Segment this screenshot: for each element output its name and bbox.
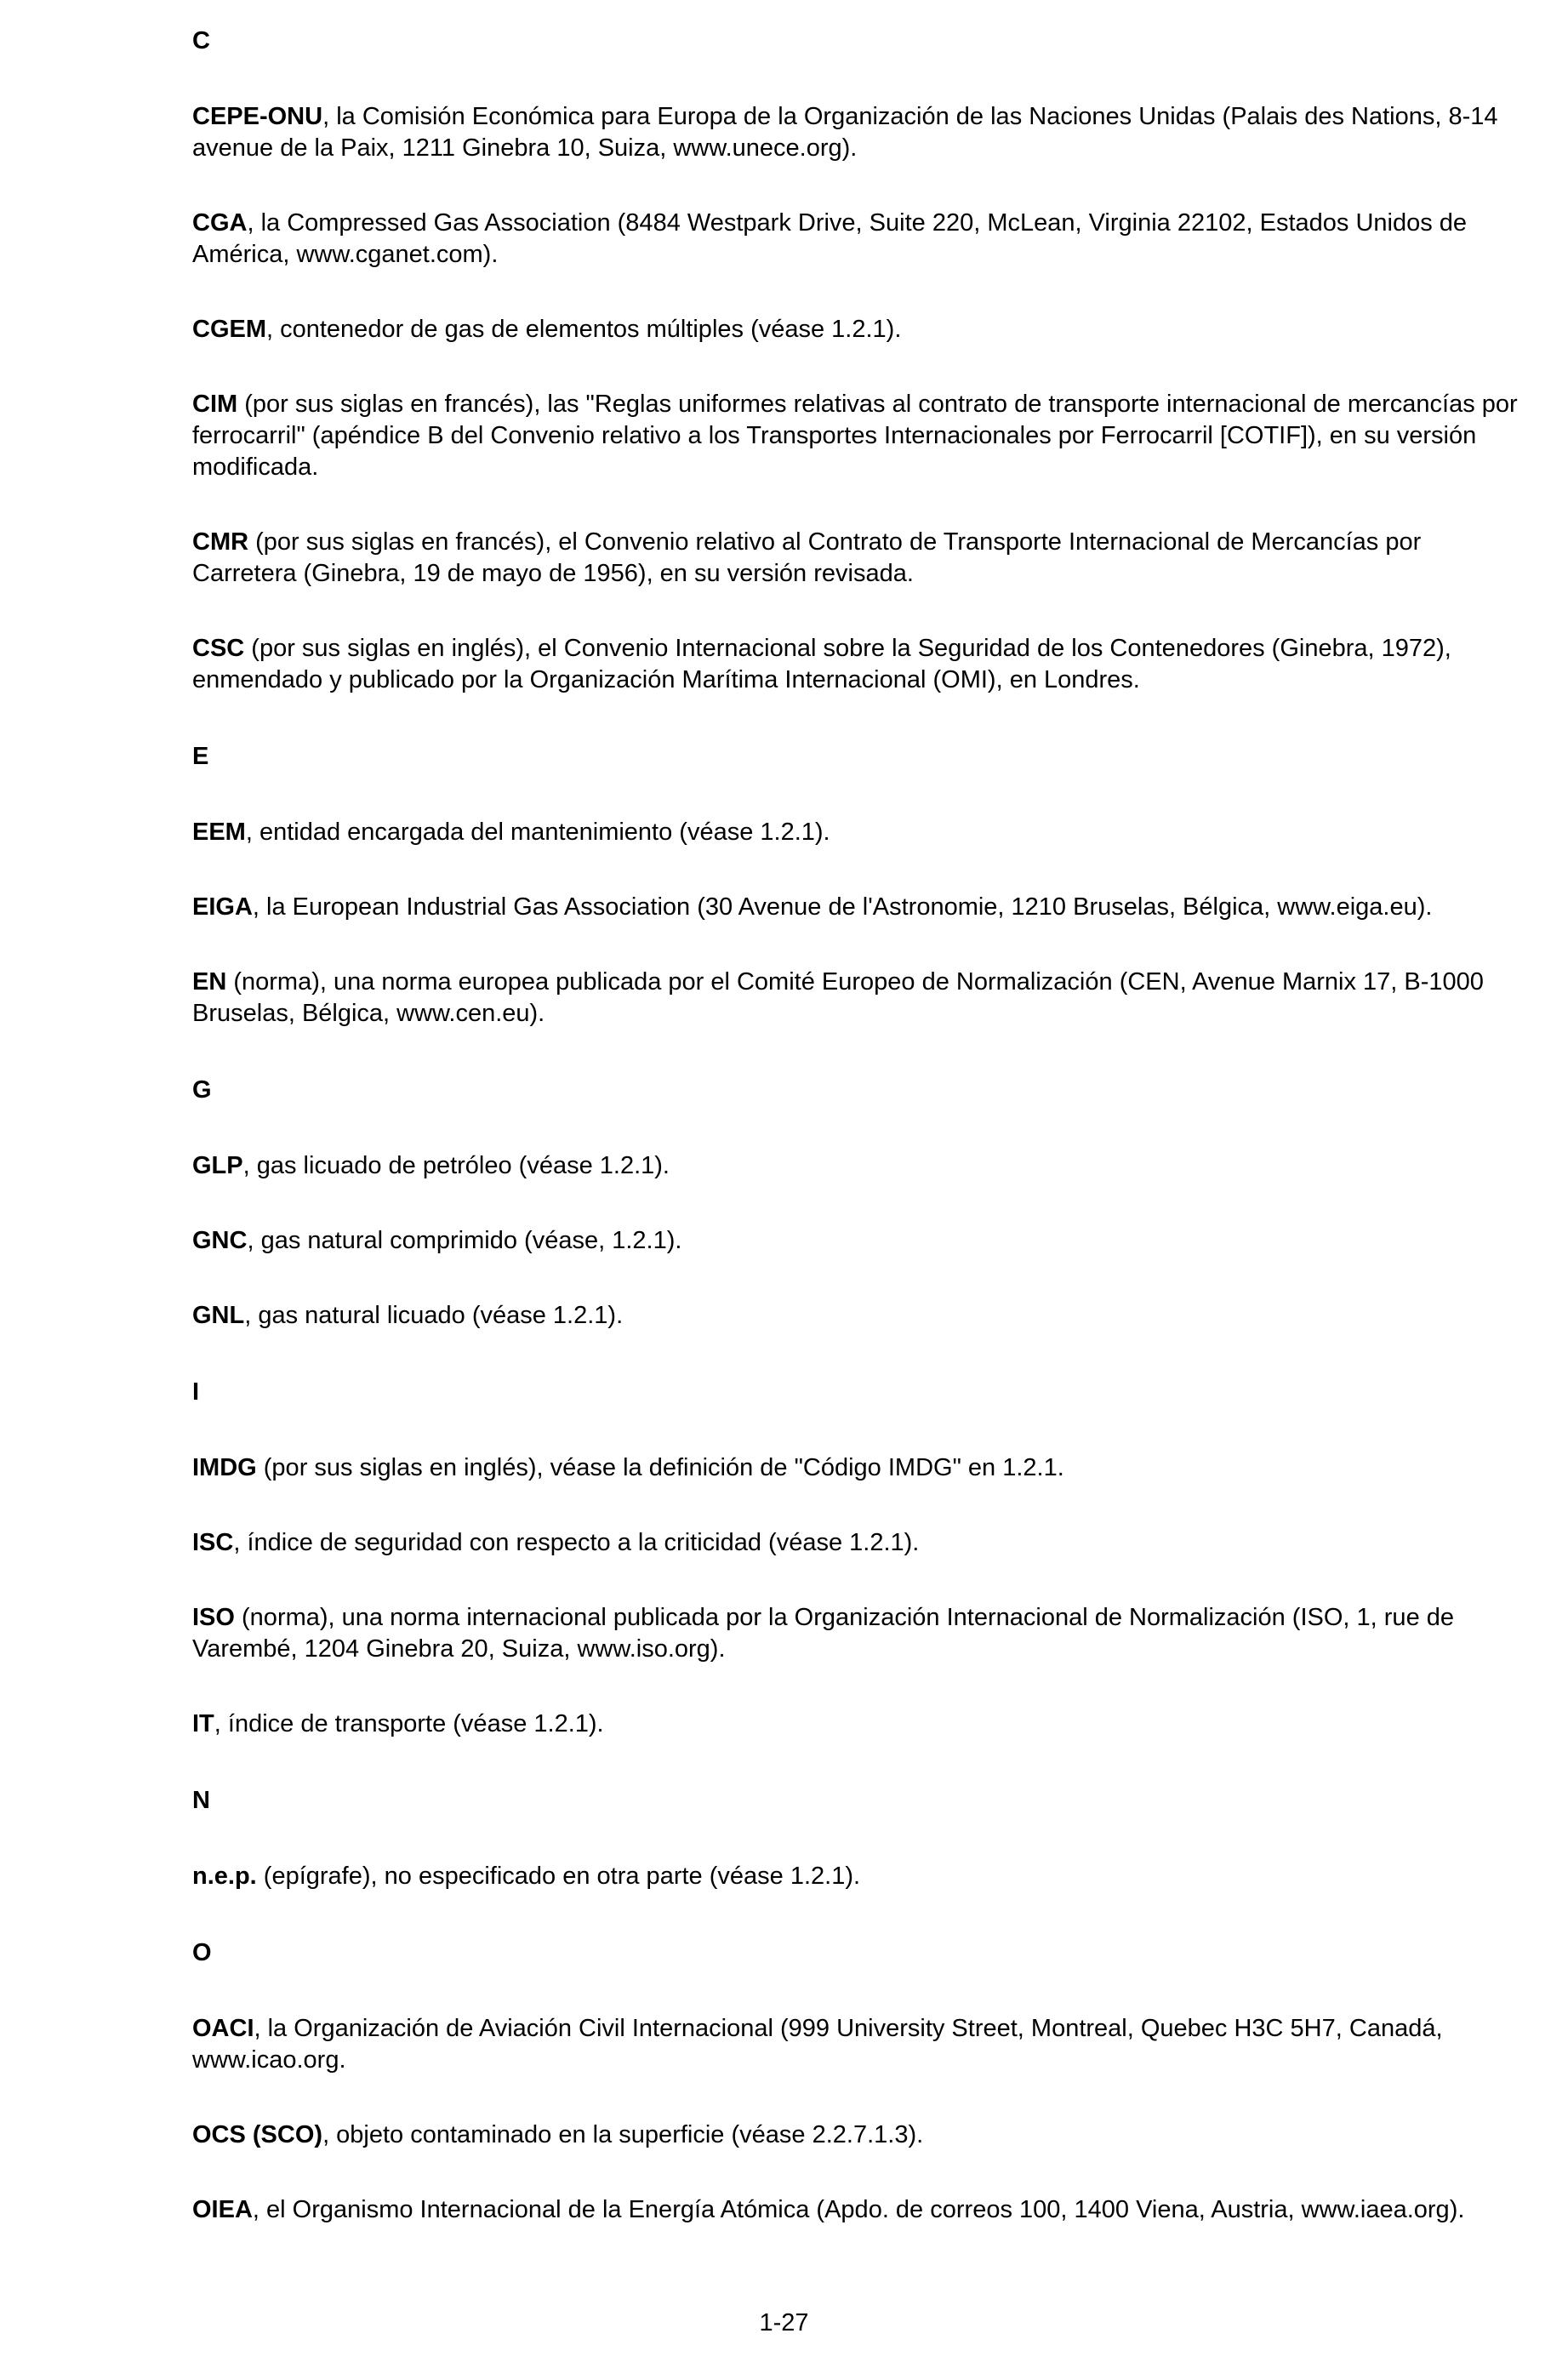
glossary-definition: , la Organización de Aviación Civil Internacional (999 University Street, Montreal, Quebec H3C 5H7, Canadá, www.icao.org. xyxy=(192,2015,1443,2074)
glossary-term: EIGA xyxy=(192,893,253,921)
glossary-term: GNL xyxy=(192,1302,245,1329)
glossary-definition: , gas licuado de petróleo (véase 1.2.1). xyxy=(242,1152,670,1179)
glossary-entry xyxy=(192,1452,1520,1484)
glossary-term: IT xyxy=(192,1710,214,1737)
glossary-definition: , la Comisión Económica para Europa de la Organización de las Naciones Unidas (Palais des Nations, 8-14 avenue de la Paix, 1211 Ginebra 10, Suiza, www.unece.org). xyxy=(192,103,1498,162)
glossary-term: CSC xyxy=(192,635,245,662)
glossary-definition: (por sus siglas en inglés), el Convenio Internacional sobre la Seguridad de los Contenedores (Ginebra, 1972), enmendado y publicado por la Organización Marítima Internacional (OMI), en Londres. xyxy=(192,635,1451,693)
glossary-entry xyxy=(192,892,1520,923)
glossary-entry xyxy=(192,2013,1520,2076)
glossary-term: CGEM xyxy=(192,316,266,343)
glossary-term: GNC xyxy=(192,1227,248,1254)
glossary-definition: (norma), una norma internacional publicada por la Organización Internacional de Normalización (ISO, 1, rue de Varembé, 1204 Ginebra 20, Suiza, www.iso.org). xyxy=(192,1604,1455,1663)
glossary-entry xyxy=(192,389,1520,483)
glossary-term: OCS (SCO) xyxy=(192,2121,323,2148)
glossary-entry xyxy=(192,527,1520,590)
glossary-entry xyxy=(192,1225,1520,1257)
glossary-definition: (por sus siglas en francés), el Convenio relativo al Contrato de Transporte Internacional de Mercancías por Carretera (Ginebra, 19 de mayo de 1956), en su versión revisada. xyxy=(192,528,1422,587)
section-letter-heading: N xyxy=(192,1787,210,1814)
glossary-term: EN xyxy=(192,968,227,996)
glossary-entry xyxy=(192,314,1520,345)
glossary-definition: , el Organismo Internacional de la Energía Atómica (Apdo. de correos 100, 1400 Viena, Austria, www.iaea.org). xyxy=(252,2196,1465,2223)
glossary-term: ISC xyxy=(192,1529,234,1556)
glossary-entry xyxy=(192,817,1520,848)
glossary-term: OACI xyxy=(192,2015,254,2042)
glossary-definition: , índice de transporte (véase 1.2.1). xyxy=(214,1710,604,1737)
glossary-term: CGA xyxy=(192,209,248,237)
glossary-term: CIM xyxy=(192,391,238,418)
glossary-entry xyxy=(192,1861,1520,1892)
glossary-term: CEPE-ONU xyxy=(192,103,323,130)
glossary-entry xyxy=(192,101,1520,164)
glossary-entry xyxy=(192,633,1520,696)
glossary-section-c xyxy=(192,24,1520,696)
glossary-definition: (epígrafe), no especificado en otra parte (véase 1.2.1). xyxy=(256,1863,861,1890)
glossary-entry xyxy=(192,1527,1520,1559)
glossary-entry xyxy=(192,2194,1520,2226)
glossary-definition: , gas natural licuado (véase 1.2.1). xyxy=(244,1302,624,1329)
section-letter-heading: C xyxy=(192,27,210,54)
glossary-term: n.e.p. xyxy=(192,1863,257,1890)
glossary-entry xyxy=(192,967,1520,1030)
glossary-entry xyxy=(192,1150,1520,1182)
glossary-term: IMDG xyxy=(192,1454,257,1481)
glossary-entry xyxy=(192,1300,1520,1332)
section-letter-heading: I xyxy=(192,1378,200,1406)
glossary-definition: , la Compressed Gas Association (8484 Westpark Drive, Suite 220, McLean, Virginia 22102, Estados Unidos de América, www.cganet.com). xyxy=(192,209,1468,268)
glossary-entry xyxy=(192,2120,1520,2151)
glossary-term: GLP xyxy=(192,1152,243,1179)
section-letter-heading: G xyxy=(192,1076,212,1104)
glossary-definition: , entidad encargada del mantenimiento (véase 1.2.1). xyxy=(245,819,830,846)
glossary-entry xyxy=(192,1602,1520,1665)
glossary-entry xyxy=(192,1709,1520,1740)
page-number: 1-27 xyxy=(759,2309,809,2336)
glossary-definition: , índice de seguridad con respecto a la criticidad (véase 1.2.1). xyxy=(233,1529,920,1556)
glossary-section-n xyxy=(192,1783,1520,1892)
glossary-definition: , gas natural comprimido (véase, 1.2.1). xyxy=(247,1227,682,1254)
glossary-definition: (por sus siglas en francés), las "Reglas uniformes relativas al contrato de transporte internacional de mercancías por ferrocarril" (apéndice B del Convenio relativo a los Transportes Internacionales por Ferrocarril [COTIF]), en su versión modificada. xyxy=(192,391,1518,481)
glossary-section-i xyxy=(192,1375,1520,1740)
glossary-term: ISO xyxy=(192,1604,235,1631)
glossary-definition: , la European Industrial Gas Association (30 Avenue de l'Astronomie, 1210 Bruselas, Bélgica, www.eiga.eu). xyxy=(252,893,1433,921)
glossary-term: EEM xyxy=(192,819,246,846)
glossary-section-o xyxy=(192,1936,1520,2226)
glossary-definition: (norma), una norma europea publicada por el Comité Europeo de Normalización (CEN, Avenue Marnix 17, B-1000 Bruselas, Bélgica, www.cen.eu). xyxy=(192,968,1484,1027)
glossary-section-g xyxy=(192,1073,1520,1332)
glossary-content xyxy=(192,24,1520,2269)
glossary-entry xyxy=(192,208,1520,271)
glossary-definition: , objeto contaminado en la superficie (véase 2.2.7.1.3). xyxy=(322,2121,924,2148)
glossary-definition: (por sus siglas en inglés), véase la definición de "Código IMDG" en 1.2.1. xyxy=(256,1454,1064,1481)
glossary-definition: , contenedor de gas de elementos múltiples (véase 1.2.1). xyxy=(266,316,902,343)
glossary-term: CMR xyxy=(192,528,249,556)
glossary-term: OIEA xyxy=(192,2196,253,2223)
section-letter-heading: E xyxy=(192,743,209,770)
section-letter-heading: O xyxy=(192,1939,212,1966)
glossary-section-e xyxy=(192,739,1520,1030)
